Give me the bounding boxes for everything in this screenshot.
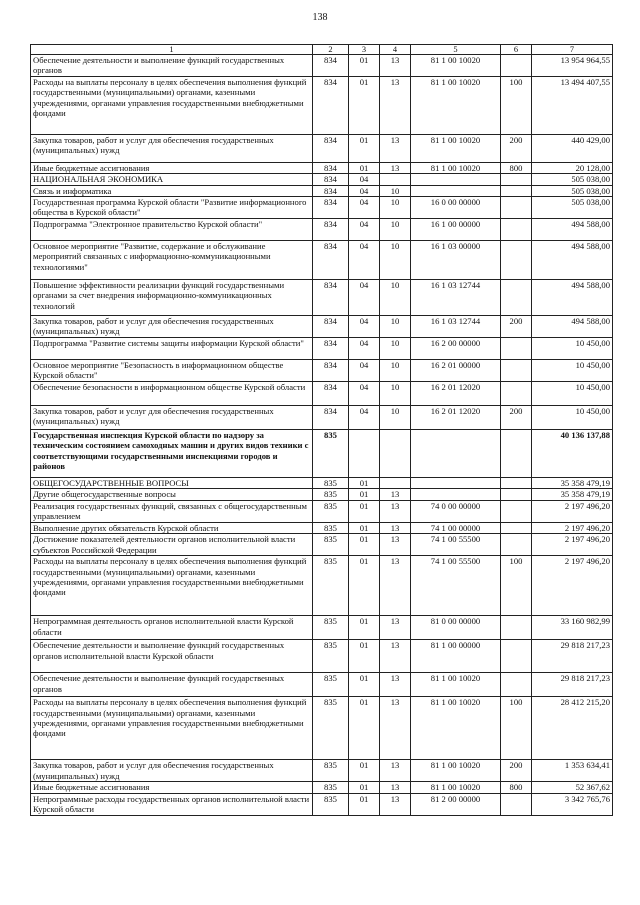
section-code-cell: 01 xyxy=(349,76,380,134)
subsection-code-cell: 10 xyxy=(380,406,411,430)
expense-type-cell xyxy=(501,673,532,697)
grbs-code-cell: 835 xyxy=(313,793,349,815)
item-name-cell: Обеспечение безопасности в информационном обществе Курской области xyxy=(31,382,313,406)
target-article-cell: 16 2 01 12020 xyxy=(411,382,501,406)
expense-type-cell xyxy=(501,640,532,673)
table-row xyxy=(31,489,613,500)
expense-type-cell: 200 xyxy=(501,760,532,782)
expense-type-cell xyxy=(501,280,532,316)
target-article-cell: 81 1 00 10020 xyxy=(411,697,501,760)
item-name-cell: Расходы на выплаты персоналу в целях обеспечения выполнения функций государственными (муниципальными) органами, казенными учреждениями, органами управления государственными внебюджетными фондами xyxy=(31,556,313,616)
table-row xyxy=(31,55,613,77)
target-article-cell xyxy=(411,430,501,478)
item-name-cell: Другие общегосударственные вопросы xyxy=(31,489,313,500)
amount-cell: 20 128,00 xyxy=(532,162,613,173)
grbs-code-cell: 835 xyxy=(313,489,349,500)
table-row xyxy=(31,406,613,430)
grbs-code-cell: 834 xyxy=(313,382,349,406)
item-name-cell: Закупка товаров, работ и услуг для обеспечения государственных (муниципальных) нужд xyxy=(31,134,313,162)
subsection-code-cell: 10 xyxy=(380,197,411,219)
grbs-code-cell: 834 xyxy=(313,241,349,280)
subsection-code-cell: 13 xyxy=(380,76,411,134)
target-article-cell xyxy=(411,478,501,489)
item-name-cell: Иные бюджетные ассигнования xyxy=(31,162,313,173)
target-article-cell: 81 1 00 10020 xyxy=(411,760,501,782)
section-code-cell: 04 xyxy=(349,174,380,185)
amount-cell: 505 038,00 xyxy=(532,197,613,219)
amount-cell: 494 588,00 xyxy=(532,219,613,241)
table-row xyxy=(31,382,613,406)
table-row xyxy=(31,316,613,338)
table-row xyxy=(31,640,613,673)
amount-cell: 40 136 137,88 xyxy=(532,430,613,478)
amount-cell: 440 429,00 xyxy=(532,134,613,162)
expense-type-cell xyxy=(501,174,532,185)
amount-cell: 505 038,00 xyxy=(532,174,613,185)
section-code-cell: 04 xyxy=(349,219,380,241)
grbs-code-cell: 834 xyxy=(313,197,349,219)
section-code-cell: 01 xyxy=(349,697,380,760)
amount-cell: 33 160 982,99 xyxy=(532,616,613,640)
grbs-code-cell: 834 xyxy=(313,219,349,241)
section-code-cell: 04 xyxy=(349,316,380,338)
subsection-code-cell: 13 xyxy=(380,489,411,500)
target-article-cell: 81 1 00 10020 xyxy=(411,782,501,793)
expense-type-cell xyxy=(501,382,532,406)
expense-type-cell xyxy=(501,219,532,241)
item-name-cell: Связь и информатика xyxy=(31,185,313,196)
target-article-cell: 74 1 00 55500 xyxy=(411,534,501,556)
header-cell: 7 xyxy=(532,45,613,55)
section-code-cell: 01 xyxy=(349,500,380,522)
section-code-cell: 01 xyxy=(349,793,380,815)
section-code-cell: 01 xyxy=(349,673,380,697)
section-code-cell: 01 xyxy=(349,534,380,556)
target-article-cell: 16 1 03 12744 xyxy=(411,280,501,316)
subsection-code-cell: 13 xyxy=(380,616,411,640)
grbs-code-cell: 835 xyxy=(313,534,349,556)
item-name-cell: Обеспечение деятельности и выполнение функций государственных органов исполнительной власти Курской области xyxy=(31,640,313,673)
section-code-cell: 01 xyxy=(349,556,380,616)
amount-cell: 494 588,00 xyxy=(532,241,613,280)
grbs-code-cell: 834 xyxy=(313,76,349,134)
expense-type-cell xyxy=(501,500,532,522)
item-name-cell: Расходы на выплаты персоналу в целях обеспечения выполнения функций государственными (муниципальными) органами, казенными учреждениями, органами управления государственными внебюджетными фондами xyxy=(31,697,313,760)
table-row xyxy=(31,338,613,360)
subsection-code-cell: 13 xyxy=(380,782,411,793)
table-body xyxy=(31,45,613,816)
item-name-cell: Достижение показателей деятельности органов исполнительной власти субъектов Российской Федерации xyxy=(31,534,313,556)
target-article-cell: 16 2 01 12020 xyxy=(411,406,501,430)
table-row xyxy=(31,534,613,556)
subsection-code-cell: 10 xyxy=(380,219,411,241)
page-number: 138 xyxy=(312,12,328,23)
subsection-code-cell: 10 xyxy=(380,241,411,280)
target-article-cell: 16 1 00 00000 xyxy=(411,219,501,241)
amount-cell: 52 367,62 xyxy=(532,782,613,793)
table-row xyxy=(31,197,613,219)
item-name-cell: Подпрограмма "Электронное правительство Курской области" xyxy=(31,219,313,241)
expense-type-cell xyxy=(501,360,532,382)
section-code-cell: 04 xyxy=(349,185,380,196)
expense-type-cell xyxy=(501,55,532,77)
item-name-cell: Основное мероприятие "Развитие, содержание и обслуживание мероприятий связанных с информационно-коммуникационными технологиями" xyxy=(31,241,313,280)
table-row xyxy=(31,500,613,522)
target-article-cell: 16 1 03 00000 xyxy=(411,241,501,280)
grbs-code-cell: 834 xyxy=(313,134,349,162)
target-article-cell: 81 1 00 00000 xyxy=(411,640,501,673)
target-article-cell: 81 1 00 10020 xyxy=(411,55,501,77)
section-code-cell: 01 xyxy=(349,640,380,673)
subsection-code-cell xyxy=(380,478,411,489)
subsection-code-cell: 13 xyxy=(380,534,411,556)
amount-cell: 2 197 496,20 xyxy=(532,534,613,556)
grbs-code-cell: 835 xyxy=(313,500,349,522)
item-name-cell: Подпрограмма "Развитие системы защиты информации Курской области" xyxy=(31,338,313,360)
amount-cell: 28 412 215,20 xyxy=(532,697,613,760)
item-name-cell: Иные бюджетные ассигнования xyxy=(31,782,313,793)
section-code-cell xyxy=(349,430,380,478)
expense-type-cell: 800 xyxy=(501,782,532,793)
grbs-code-cell: 834 xyxy=(313,280,349,316)
subsection-code-cell: 13 xyxy=(380,697,411,760)
grbs-code-cell: 834 xyxy=(313,174,349,185)
item-name-cell: Закупка товаров, работ и услуг для обеспечения государственных (муниципальных) нужд xyxy=(31,760,313,782)
target-article-cell: 81 1 00 10020 xyxy=(411,134,501,162)
header-cell: 1 xyxy=(31,45,313,55)
table-row xyxy=(31,360,613,382)
grbs-code-cell: 834 xyxy=(313,360,349,382)
header-cell: 5 xyxy=(411,45,501,55)
amount-cell: 35 358 479,19 xyxy=(532,489,613,500)
target-article-cell: 74 1 00 55500 xyxy=(411,556,501,616)
item-name-cell: Государственная программа Курской области "Развитие информационного общества в Курской области" xyxy=(31,197,313,219)
subsection-code-cell: 10 xyxy=(380,280,411,316)
subsection-code-cell: 13 xyxy=(380,134,411,162)
item-name-cell: Непрограммные расходы государственных органов исполнительной власти Курской области xyxy=(31,793,313,815)
grbs-code-cell: 835 xyxy=(313,478,349,489)
expense-type-cell xyxy=(501,522,532,533)
expense-type-cell: 100 xyxy=(501,556,532,616)
table-row xyxy=(31,697,613,760)
subsection-code-cell: 10 xyxy=(380,382,411,406)
amount-cell: 1 353 634,41 xyxy=(532,760,613,782)
target-article-cell: 74 1 00 00000 xyxy=(411,522,501,533)
target-article-cell: 81 1 00 10020 xyxy=(411,673,501,697)
table-row xyxy=(31,219,613,241)
section-code-cell: 04 xyxy=(349,280,380,316)
target-article-cell xyxy=(411,174,501,185)
grbs-code-cell: 835 xyxy=(313,782,349,793)
section-code-cell: 01 xyxy=(349,616,380,640)
expense-type-cell xyxy=(501,489,532,500)
section-code-cell: 04 xyxy=(349,382,380,406)
subsection-code-cell xyxy=(380,174,411,185)
amount-cell: 10 450,00 xyxy=(532,382,613,406)
item-name-cell: Реализация государственных функций, связанных с общегосударственным управлением xyxy=(31,500,313,522)
item-name-cell: Основное мероприятие "Безопасность в информационном обществе Курской области" xyxy=(31,360,313,382)
expense-type-cell xyxy=(501,241,532,280)
amount-cell: 13 954 964,55 xyxy=(532,55,613,77)
target-article-cell: 81 1 00 10020 xyxy=(411,76,501,134)
table-row xyxy=(31,241,613,280)
amount-cell: 494 588,00 xyxy=(532,316,613,338)
grbs-code-cell: 834 xyxy=(313,185,349,196)
amount-cell: 29 818 217,23 xyxy=(532,640,613,673)
subsection-code-cell xyxy=(380,430,411,478)
expense-type-cell xyxy=(501,793,532,815)
amount-cell: 2 197 496,20 xyxy=(532,500,613,522)
grbs-code-cell: 834 xyxy=(313,406,349,430)
grbs-code-cell: 835 xyxy=(313,522,349,533)
expense-type-cell: 800 xyxy=(501,162,532,173)
section-code-cell: 04 xyxy=(349,338,380,360)
header-cell: 6 xyxy=(501,45,532,55)
target-article-cell: 81 0 00 00000 xyxy=(411,616,501,640)
table-row xyxy=(31,478,613,489)
table-row xyxy=(31,673,613,697)
subsection-code-cell: 10 xyxy=(380,360,411,382)
table-row xyxy=(31,174,613,185)
grbs-code-cell: 835 xyxy=(313,430,349,478)
expense-type-cell xyxy=(501,430,532,478)
section-code-cell: 04 xyxy=(349,241,380,280)
grbs-code-cell: 834 xyxy=(313,55,349,77)
subsection-code-cell: 10 xyxy=(380,338,411,360)
table-row xyxy=(31,522,613,533)
amount-cell: 2 197 496,20 xyxy=(532,556,613,616)
item-name-cell: Государственная инспекция Курской области по надзору за техническим состоянием самоходных машин и других видов техники с соответствующими государственными инспекциями городов и районов xyxy=(31,430,313,478)
expense-type-cell xyxy=(501,197,532,219)
item-name-cell: НАЦИОНАЛЬНАЯ ЭКОНОМИКА xyxy=(31,174,313,185)
budget-table xyxy=(30,44,613,816)
table-row xyxy=(31,760,613,782)
table-row xyxy=(31,76,613,134)
expense-type-cell: 200 xyxy=(501,406,532,430)
section-code-cell: 01 xyxy=(349,522,380,533)
target-article-cell: 16 1 03 12744 xyxy=(411,316,501,338)
expense-type-cell: 200 xyxy=(501,316,532,338)
expense-type-cell: 100 xyxy=(501,76,532,134)
table-row xyxy=(31,134,613,162)
amount-cell: 494 588,00 xyxy=(532,280,613,316)
target-article-cell: 16 2 00 00000 xyxy=(411,338,501,360)
target-article-cell: 16 2 01 00000 xyxy=(411,360,501,382)
target-article-cell xyxy=(411,489,501,500)
table-row xyxy=(31,280,613,316)
amount-cell: 10 450,00 xyxy=(532,360,613,382)
item-name-cell: Обеспечение деятельности и выполнение функций государственных органов xyxy=(31,673,313,697)
amount-cell: 35 358 479,19 xyxy=(532,478,613,489)
expense-type-cell xyxy=(501,616,532,640)
grbs-code-cell: 834 xyxy=(313,162,349,173)
subsection-code-cell: 13 xyxy=(380,640,411,673)
amount-cell: 505 038,00 xyxy=(532,185,613,196)
subsection-code-cell: 13 xyxy=(380,162,411,173)
section-code-cell: 01 xyxy=(349,760,380,782)
item-name-cell: Повышение эффективности реализации функций государственными органами за счет внедрения информационно-коммуникационных технологий xyxy=(31,280,313,316)
item-name-cell: Расходы на выплаты персоналу в целях обеспечения выполнения функций государственными (муниципальными) органами, казенными учреждениями, органами управления государственными внебюджетными фондами xyxy=(31,76,313,134)
table-row xyxy=(31,430,613,478)
amount-cell: 2 197 496,20 xyxy=(532,522,613,533)
target-article-cell: 81 1 00 10020 xyxy=(411,162,501,173)
amount-cell: 13 494 407,55 xyxy=(532,76,613,134)
table-row xyxy=(31,185,613,196)
expense-type-cell: 100 xyxy=(501,697,532,760)
grbs-code-cell: 835 xyxy=(313,640,349,673)
item-name-cell: ОБЩЕГОСУДАРСТВЕННЫЕ ВОПРОСЫ xyxy=(31,478,313,489)
expense-type-cell: 200 xyxy=(501,134,532,162)
table-row xyxy=(31,782,613,793)
section-code-cell: 01 xyxy=(349,478,380,489)
target-article-cell: 74 0 00 00000 xyxy=(411,500,501,522)
grbs-code-cell: 835 xyxy=(313,760,349,782)
subsection-code-cell: 13 xyxy=(380,556,411,616)
grbs-code-cell: 835 xyxy=(313,616,349,640)
section-code-cell: 01 xyxy=(349,134,380,162)
item-name-cell: Закупка товаров, работ и услуг для обеспечения государственных (муниципальных) нужд xyxy=(31,316,313,338)
section-code-cell: 04 xyxy=(349,197,380,219)
section-code-cell: 01 xyxy=(349,55,380,77)
target-article-cell: 81 2 00 00000 xyxy=(411,793,501,815)
table-row xyxy=(31,793,613,815)
table-row xyxy=(31,616,613,640)
section-code-cell: 01 xyxy=(349,782,380,793)
section-code-cell: 04 xyxy=(349,406,380,430)
header-cell: 2 xyxy=(313,45,349,55)
subsection-code-cell: 13 xyxy=(380,673,411,697)
amount-cell: 10 450,00 xyxy=(532,406,613,430)
subsection-code-cell: 13 xyxy=(380,522,411,533)
expense-type-cell xyxy=(501,185,532,196)
item-name-cell: Выполнение других обязательств Курской области xyxy=(31,522,313,533)
grbs-code-cell: 835 xyxy=(313,697,349,760)
expense-type-cell xyxy=(501,478,532,489)
subsection-code-cell: 13 xyxy=(380,793,411,815)
item-name-cell: Закупка товаров, работ и услуг для обеспечения государственных (муниципальных) нужд xyxy=(31,406,313,430)
expense-type-cell xyxy=(501,534,532,556)
item-name-cell: Непрограммная деятельность органов исполнительной власти Курской области xyxy=(31,616,313,640)
expense-type-cell xyxy=(501,338,532,360)
section-code-cell: 01 xyxy=(349,162,380,173)
subsection-code-cell: 10 xyxy=(380,316,411,338)
subsection-code-cell: 13 xyxy=(380,500,411,522)
header-row xyxy=(31,45,613,55)
amount-cell: 29 818 217,23 xyxy=(532,673,613,697)
grbs-code-cell: 834 xyxy=(313,338,349,360)
header-cell: 3 xyxy=(349,45,380,55)
section-code-cell: 01 xyxy=(349,489,380,500)
target-article-cell xyxy=(411,185,501,196)
subsection-code-cell: 13 xyxy=(380,760,411,782)
grbs-code-cell: 835 xyxy=(313,673,349,697)
section-code-cell: 04 xyxy=(349,360,380,382)
target-article-cell: 16 0 00 00000 xyxy=(411,197,501,219)
grbs-code-cell: 835 xyxy=(313,556,349,616)
amount-cell: 10 450,00 xyxy=(532,338,613,360)
table-row xyxy=(31,162,613,173)
item-name-cell: Обеспечение деятельности и выполнение функций государственных органов xyxy=(31,55,313,77)
table-row xyxy=(31,556,613,616)
amount-cell: 3 342 765,76 xyxy=(532,793,613,815)
subsection-code-cell: 10 xyxy=(380,185,411,196)
subsection-code-cell: 13 xyxy=(380,55,411,77)
header-cell: 4 xyxy=(380,45,411,55)
grbs-code-cell: 834 xyxy=(313,316,349,338)
